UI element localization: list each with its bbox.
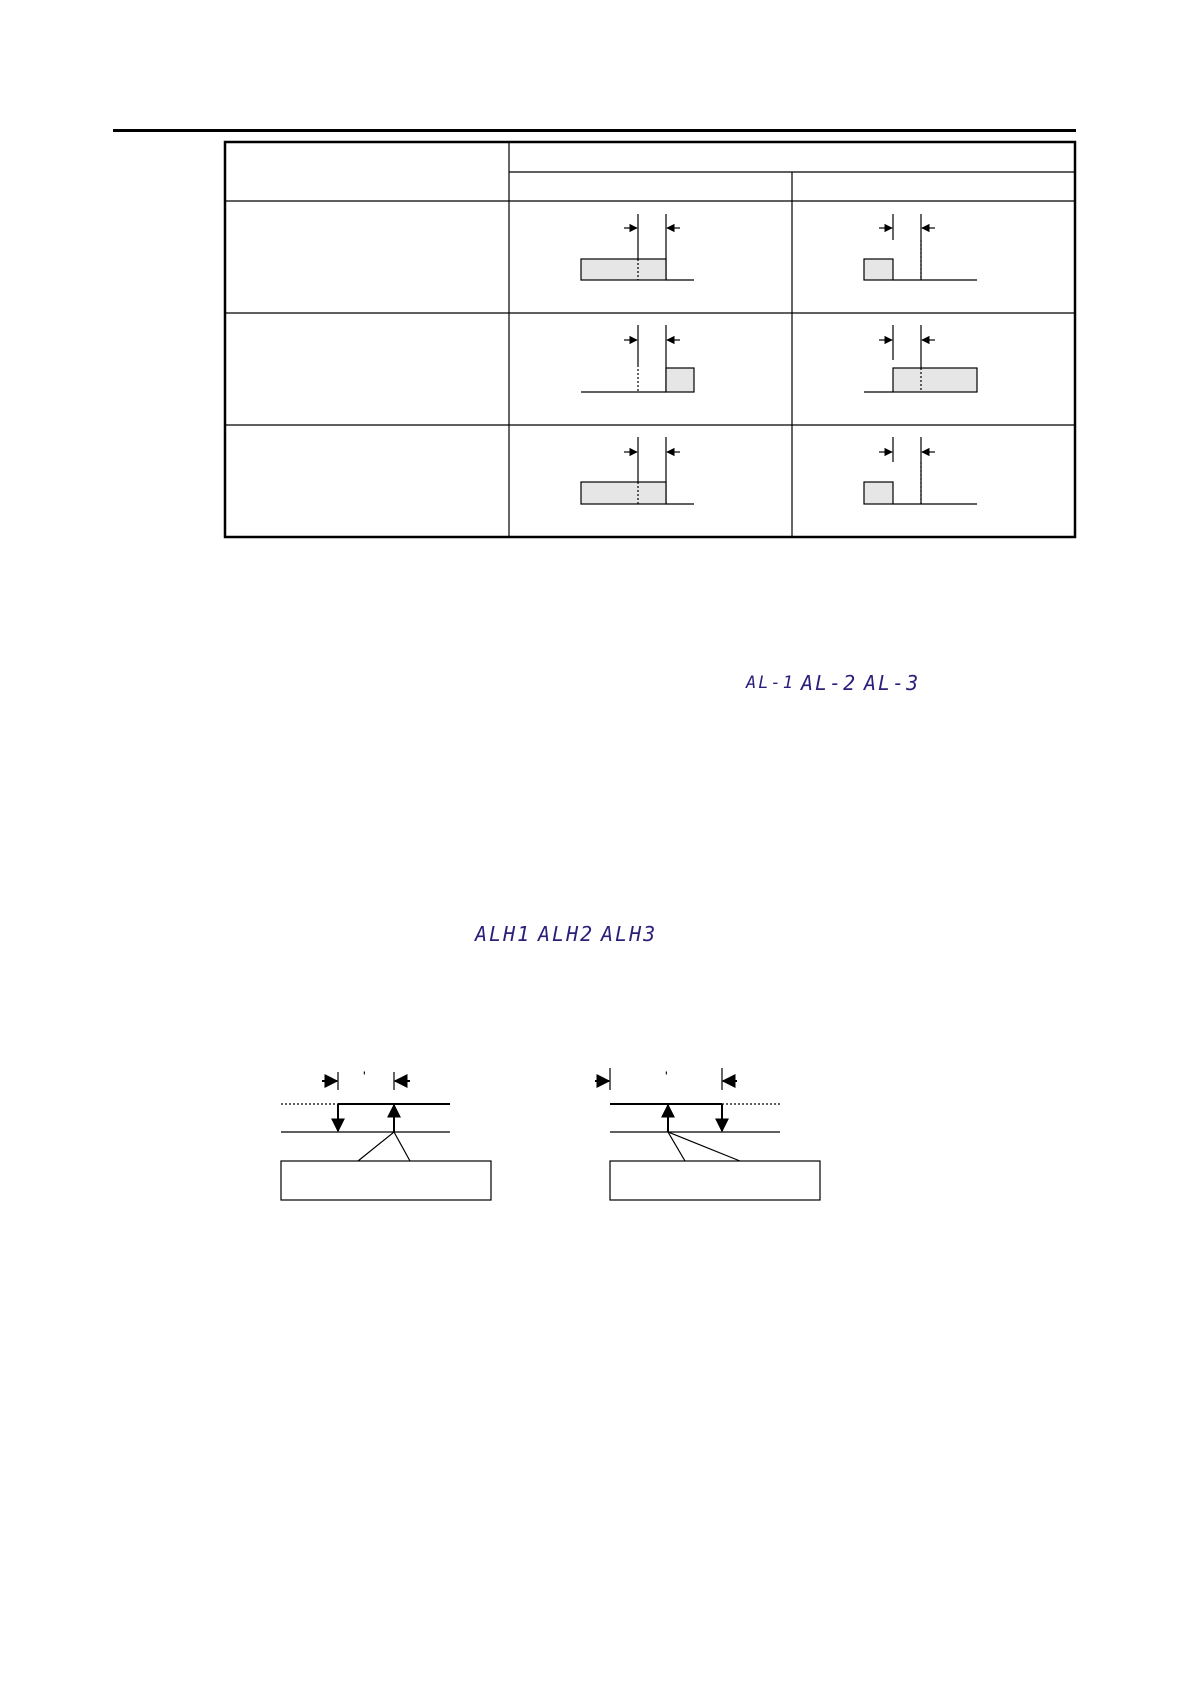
diagram-row1-col1	[581, 214, 694, 280]
table-frame	[225, 142, 1075, 537]
lcd-code-alh3: ALH3	[601, 922, 658, 946]
lcd-code-al2: AL-2	[801, 671, 858, 695]
hysteresis-tick-left: '	[363, 1068, 366, 1084]
hysteresis-diagram-left	[281, 1072, 491, 1200]
diagram-row2-col1	[581, 325, 694, 392]
hysteresis-tick-right: '	[665, 1068, 668, 1084]
diagram-row3-col2	[864, 437, 977, 504]
diagram-row2-col2	[864, 325, 977, 392]
diagram-row1-col2	[864, 214, 977, 280]
lcd-code-alh2: ALH2	[538, 922, 595, 946]
diagram-row3-col1	[581, 437, 694, 504]
lcd-code-alh1: ALH1	[475, 922, 532, 946]
hysteresis-diagram-right	[595, 1068, 820, 1200]
lcd-code-al3: AL-3	[864, 671, 921, 695]
lcd-code-al1: AL-1	[746, 673, 795, 693]
